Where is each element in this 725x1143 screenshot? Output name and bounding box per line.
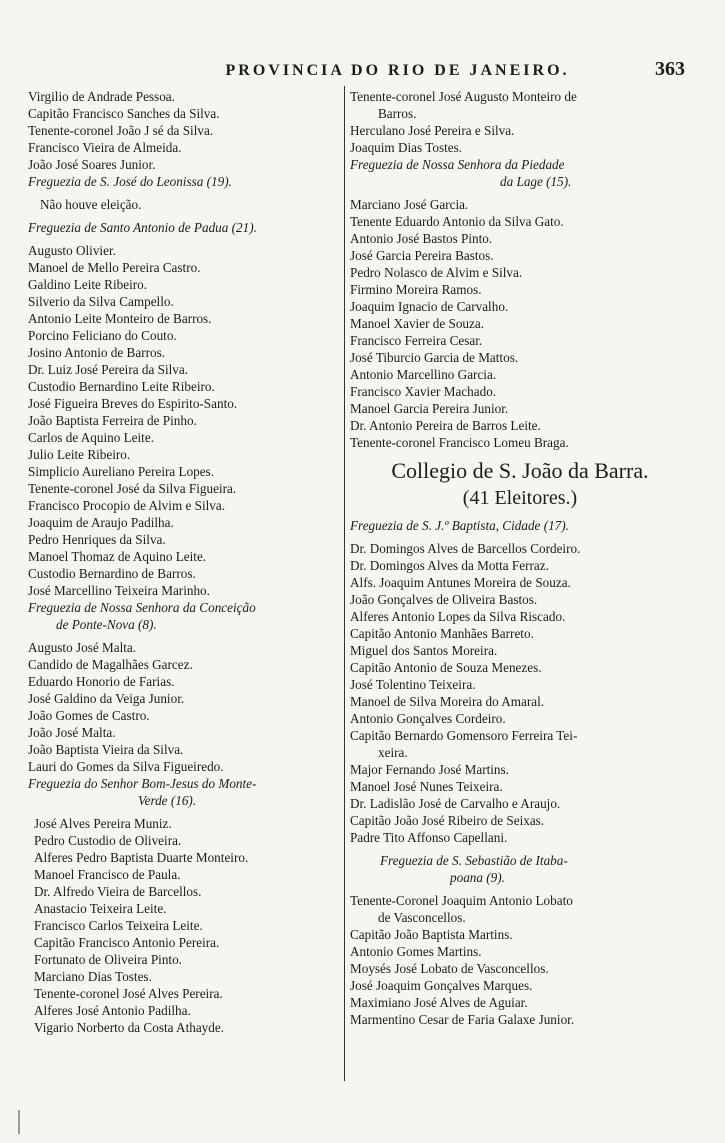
list-item: Eduardo Honorio de Farias. (28, 674, 175, 689)
section-heading: Freguezia de S. José do Leonissa (19). (28, 174, 232, 189)
list-item: Porcino Feliciano do Couto. (28, 328, 177, 343)
list-item: Lauri do Gomes da Silva Figueiredo. (28, 759, 224, 774)
list-item: José Galdino da Veiga Junior. (28, 691, 185, 706)
list-item: João José Malta. (28, 725, 116, 740)
list-item: João José Soares Junior. (28, 157, 156, 172)
list-item: Capitão Francisco Sanches da Silva. (28, 106, 220, 121)
list-item: Custodio Bernardino Leite Ribeiro. (28, 379, 215, 394)
margin-mark (18, 1110, 20, 1134)
college-heading: Collegio de S. João da Barra. (391, 458, 649, 483)
section-heading-cont: Verde (16). (138, 793, 197, 808)
list-item: Joaquim Dias Tostes. (350, 140, 463, 155)
list-item: Alfs. Joaquim Antunes Moreira de Souza. (350, 575, 571, 590)
list-item: Maximiano José Alves de Aguiar. (350, 995, 528, 1010)
list-item: Francisco Procopio de Alvim e Silva. (28, 498, 226, 513)
list-item: Dr. Luiz José Pereira da Silva. (28, 362, 189, 377)
list-item: Alferes Pedro Baptista Duarte Monteiro. (34, 850, 249, 865)
list-item: Manoel Thomaz de Aquino Leite. (28, 549, 207, 564)
list-item: Firmino Moreira Ramos. (350, 282, 482, 297)
list-item: Alferes José Antonio Padilha. (34, 1003, 191, 1018)
section-heading: Freguezia de Santo Antonio de Padua (21). (28, 220, 257, 235)
section-heading: Freguezia de Nossa Senhora da Piedade (350, 157, 565, 172)
page-header (140, 58, 685, 82)
section-heading-cont: da Lage (15). (500, 174, 572, 189)
column-divider (344, 86, 345, 1081)
list-item: Vigario Norberto da Costa Athayde. (34, 1020, 225, 1035)
section-heading-cont: poana (9). (450, 870, 505, 885)
list-item: Tenente-Coronel Joaquim Antonio Lobato (350, 893, 573, 908)
list-item: Manoel de Silva Moreira do Amaral. (350, 694, 545, 709)
list-item: José Tolentino Teixeira. (350, 677, 476, 692)
list-item: Padre Tito Affonso Capellani. (350, 830, 508, 845)
list-item: José Garcia Pereira Bastos. (350, 248, 494, 263)
list-item: Tenente-coronel João J sé da Silva. (28, 123, 214, 138)
section-heading: Freguezia de S. J.º Baptista, Cidade (17). (350, 518, 569, 533)
list-item: Julio Leite Ribeiro. (28, 447, 131, 462)
list-item: Simplicio Aureliano Pereira Lopes. (28, 464, 215, 479)
list-item: Capitão Bernardo Gomensoro Ferreira Tei- (350, 728, 578, 743)
list-item-cont: Barros. (378, 106, 417, 121)
list-item: José Joaquim Gonçalves Marques. (350, 978, 533, 993)
list-item: José Alves Pereira Muniz. (34, 816, 172, 831)
list-item: José Marcellino Teixeira Marinho. (28, 583, 210, 598)
list-item: João Gonçalves de Oliveira Bastos. (350, 592, 538, 607)
list-item: Capitão João José Ribeiro de Seixas. (350, 813, 545, 828)
list-item: Candido de Magalhães Garcez. (28, 657, 193, 672)
list-item: Antonio José Bastos Pinto. (350, 231, 493, 246)
list-item: Tenente Eduardo Antonio da Silva Gato. (350, 214, 564, 229)
list-item: João Gomes de Castro. (28, 708, 150, 723)
list-item: Galdino Leite Ribeiro. (28, 277, 148, 292)
list-item: Manoel Garcia Pereira Junior. (350, 401, 509, 416)
list-item: Herculano José Pereira e Silva. (350, 123, 515, 138)
list-item: Francisco Vieira de Almeida. (28, 140, 182, 155)
list-item: Pedro Nolasco de Alvim e Silva. (350, 265, 523, 280)
list-item: João Baptista Vieira da Silva. (28, 742, 184, 757)
list-item: Dr. Domingos Alves da Motta Ferraz. (350, 558, 549, 573)
list-item: Capitão Antonio Manhães Barreto. (350, 626, 534, 641)
list-item-cont: de Vasconcellos. (378, 910, 466, 925)
list-item: Marciano José Garcia. (350, 197, 469, 212)
list-item: Antonio Marcellino Garcia. (350, 367, 497, 382)
list-item: Antonio Gonçalves Cordeiro. (350, 711, 506, 726)
list-item: Fortunato de Oliveira Pinto. (34, 952, 182, 967)
list-item: Francisco Xavier Machado. (350, 384, 497, 399)
list-item: Manoel Xavier de Souza. (350, 316, 485, 331)
section-heading: Freguezia do Senhor Bom-Jesus do Monte- (28, 776, 257, 791)
list-item: José Figueira Breves do Espirito-Santo. (28, 396, 238, 411)
list-item: Marciano Dias Tostes. (34, 969, 152, 984)
list-item: Francisco Ferreira Cesar. (350, 333, 483, 348)
list-item: Silverio da Silva Campello. (28, 294, 174, 309)
list-item: Joaquim de Araujo Padilha. (28, 515, 174, 530)
list-item: Dr. Alfredo Vieira de Barcellos. (34, 884, 202, 899)
running-title: PROVINCIA DO RIO DE JANEIRO. (225, 62, 570, 79)
list-item: Augusto José Malta. (28, 640, 137, 655)
list-item: Antonio Leite Monteiro de Barros. (28, 311, 212, 326)
list-item: Custodio Bernardino de Barros. (28, 566, 196, 581)
list-item: Tenente-coronel José Alves Pereira. (34, 986, 223, 1001)
list-item: Dr. Antonio Pereira de Barros Leite. (350, 418, 541, 433)
right-column (350, 88, 690, 1028)
list-item: Tenente-coronel José Augusto Monteiro de (350, 89, 577, 104)
list-item: Capitão Francisco Antonio Pereira. (34, 935, 220, 950)
list-item: Anastacio Teixeira Leite. (34, 901, 167, 916)
list-item: Manoel José Nunes Teixeira. (350, 779, 503, 794)
list-item-cont: xeira. (378, 745, 408, 760)
list-item: Moysés José Lobato de Vasconcellos. (350, 961, 549, 976)
list-item: Carlos de Aquino Leite. (28, 430, 154, 445)
list-item: Tenente-coronel José da Silva Figueira. (28, 481, 237, 496)
list-item: Tenente-coronel Francisco Lomeu Braga. (350, 435, 569, 450)
list-item: Francisco Carlos Teixeira Leite. (34, 918, 203, 933)
list-item: Manoel Francisco de Paula. (34, 867, 181, 882)
list-item: Capitão Antonio de Souza Menezes. (350, 660, 542, 675)
college-electors: (41 Eleitores.) (462, 487, 578, 509)
note-text: Não houve eleição. (40, 197, 142, 212)
list-item: Capitão João Baptista Martins. (350, 927, 513, 942)
section-heading-cont: de Ponte-Nova (8). (56, 617, 157, 632)
section-heading: Freguezia de S. Sebastião de Itaba- (380, 853, 568, 868)
list-item: João Baptista Ferreira de Pinho. (28, 413, 197, 428)
list-item: Virgilio de Andrade Pessoa. (28, 89, 175, 104)
list-item: Pedro Custodio de Oliveira. (34, 833, 182, 848)
list-item: Marmentino Cesar de Faria Galaxe Junior. (350, 1012, 575, 1027)
section-heading: Freguezia de Nossa Senhora da Conceição (28, 600, 256, 615)
list-item: Dr. Ladislão José de Carvalho e Araujo. (350, 796, 561, 811)
list-item: Joaquim Ignacio de Carvalho. (350, 299, 509, 314)
page-number: 363 (655, 58, 685, 80)
list-item: Miguel dos Santos Moreira. (350, 643, 498, 658)
list-item: Antonio Gomes Martins. (350, 944, 482, 959)
list-item: Josino Antonio de Barros. (28, 345, 165, 360)
list-item: Manoel de Mello Pereira Castro. (28, 260, 201, 275)
list-item: Major Fernando José Martins. (350, 762, 509, 777)
list-item: Augusto Olivier. (28, 243, 116, 258)
list-item: Alferes Antonio Lopes da Silva Riscado. (350, 609, 566, 624)
left-column (28, 88, 342, 1036)
list-item: Pedro Henriques da Silva. (28, 532, 166, 547)
list-item: Dr. Domingos Alves de Barcellos Cordeiro. (350, 541, 581, 556)
list-item: José Tiburcio Garcia de Mattos. (350, 350, 519, 365)
